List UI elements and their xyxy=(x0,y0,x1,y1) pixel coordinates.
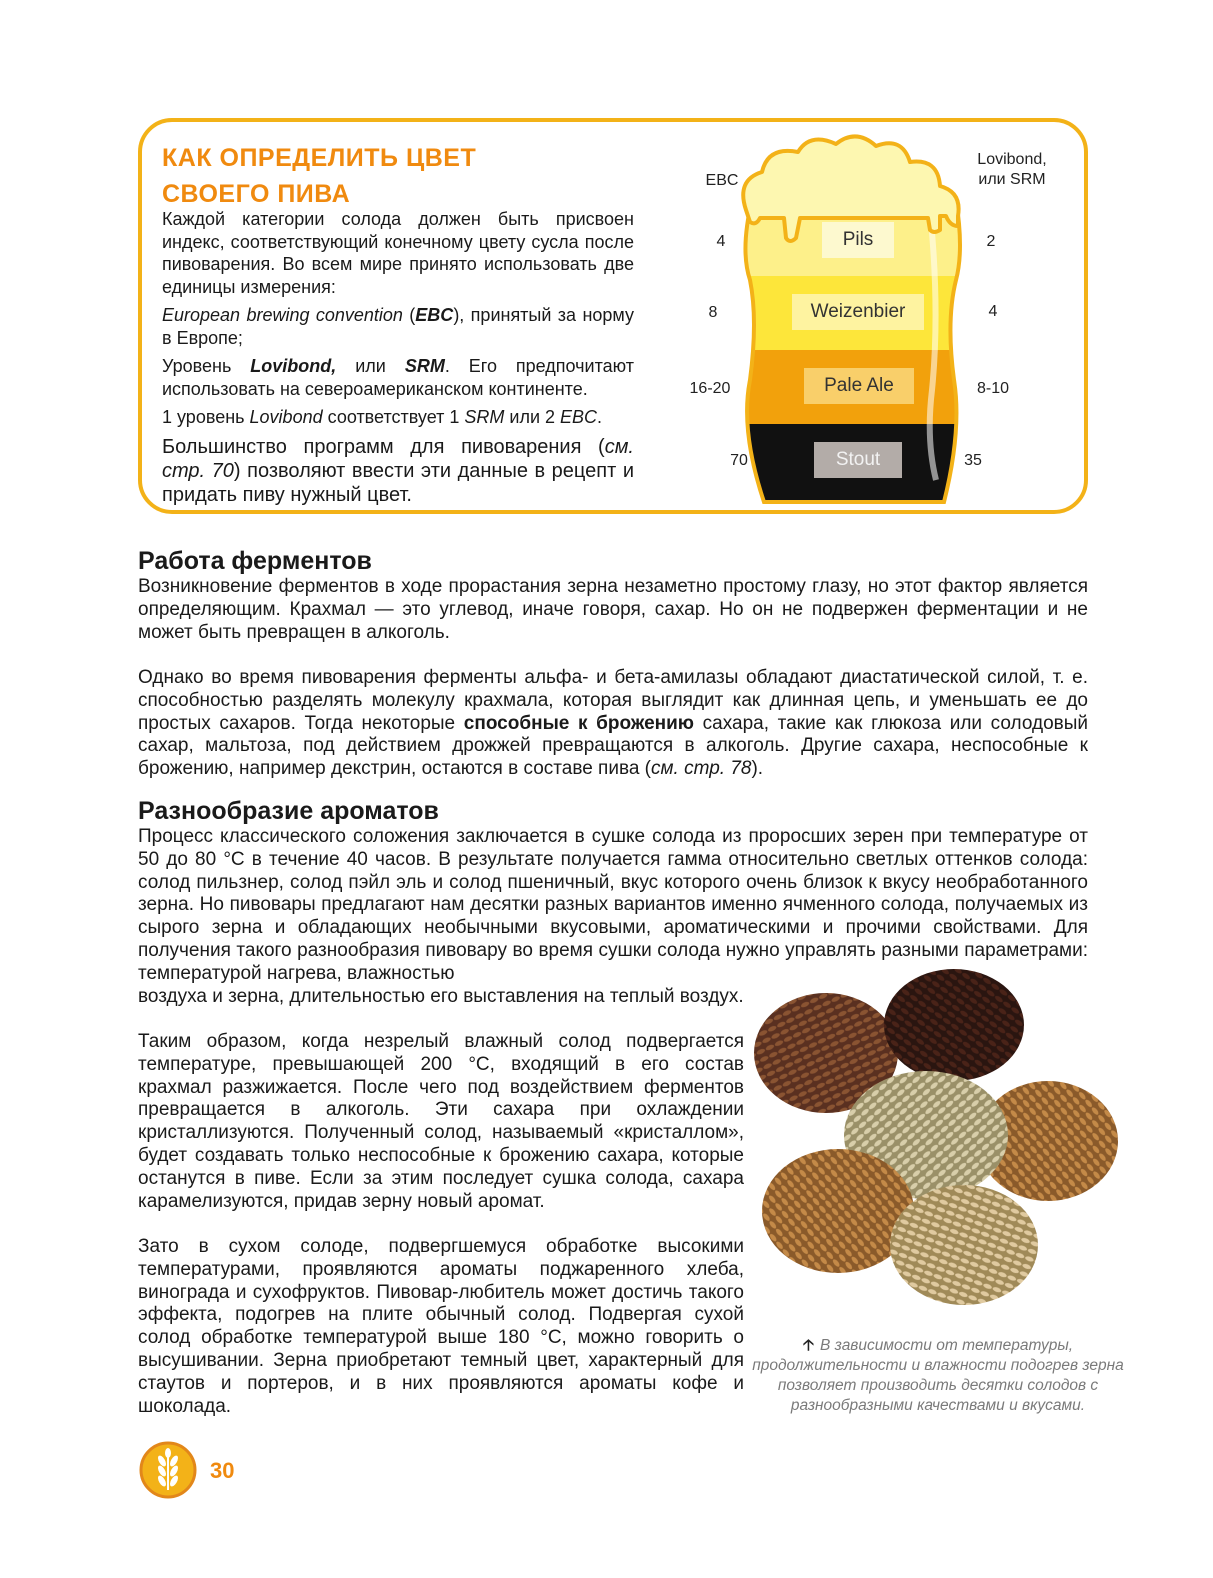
info-box-title-line1: КАК ОПРЕДЕЛИТЬ ЦВЕТ xyxy=(162,144,477,172)
ebc-value-stout: 70 xyxy=(730,452,748,469)
ebc-value-pale-ale: 16-20 xyxy=(689,380,731,397)
info-box-paragraph-software: Большинство программ для пивоварения (см. стр. 70) позволяют ввести эти данные в рецепт и придать пиву нужный цвет. xyxy=(162,435,634,506)
wheat-icon xyxy=(138,1440,198,1500)
section2-paragraph-2: Таким образом, когда незрелый влажный солод подвергается температуре, превышающей 200 °С, входящий в его состав крахмал разжижается. После чего под воздействием ферментов превращается в алкоголь. Эти сахара при охлаждении кристаллизуются. Полученный солод, называемый «кристаллом», будет создавать только неспособные к брожению сахара, которые останутся в пиве. Если за этим последует сушка солода, сахара карамелизуются, придав зерну новый аромат. xyxy=(138,1031,744,1212)
style-label-stout: Stout xyxy=(814,442,902,478)
arrow-up-icon: 🡡 xyxy=(802,1337,815,1354)
info-box-title xyxy=(162,140,476,212)
section-heading-enzymes: Работа ферментов xyxy=(138,547,372,575)
style-label-pils: Pils xyxy=(822,222,894,258)
srm-value-weizenbier: 4 xyxy=(988,303,998,320)
info-box-text xyxy=(162,208,634,513)
page-number: 30 xyxy=(210,1458,235,1483)
section1-paragraph-2: Однако во время пивоварения ферменты альфа- и бета-амилазы обладают диастатической силой, т. е. способностью разделять молекулу крахмала, которая выглядит как длинная цепь, и уменьшать ее до простых сахаров. Тогда некоторые способные к брожению сахара, такие как глюкоза или солодовый сахар, мальтоза, под действием дрожжей превращаются в алкоголь. Другие сахара, неспособные к брожению, например декстрин, остаются в составе пива (см. стр. 78). xyxy=(138,667,1088,780)
srm-header: Lovibond, или SRM xyxy=(977,151,1047,188)
malt-samples-photo xyxy=(748,965,1128,1325)
srm-value-stout: 35 xyxy=(964,452,982,469)
section2-paragraph-1-end: воздуха и зерна, длительностью его выставления на теплый воздух. xyxy=(138,986,744,1007)
srm-value-pale-ale: 8-10 xyxy=(976,380,1010,397)
section-heading-aromas: Разнообразие ароматов xyxy=(138,797,439,825)
malt-pile-light xyxy=(890,1185,1038,1305)
ebc-value-weizenbier: 8 xyxy=(708,304,718,321)
photo-caption: 🡡 В зависимости от температуры, продолжительности и влажности подогрев зерна позволяет производить десятки солодов с разнообразными качествами и вкусами. xyxy=(752,1337,1124,1414)
info-box-paragraph-ebc: European brewing convention (EBC), принятый за норму в Европе; xyxy=(162,305,634,348)
section2-paragraph-3: Зато в сухом солоде, подвергшемуся обработке высокими температурами, проявляются ароматы поджаренного хлеба, винограда и сухофруктов. Пивовар-любитель может достичь такого эффекта, подогрев на плите обычный солод. Подвергая сухой солод обработке температурой выше 180 °С, можно говорить о высушивании. Зерна приобретают темный цвет, характерный для стаутов и портеров, и в них проявляются ароматы кофе и шоколада. xyxy=(138,1236,744,1417)
info-box-paragraph-srm: Уровень Lovibond, или SRM. Его предпочитают использовать на североамериканском континенте. xyxy=(162,356,634,399)
malt-pile-dark xyxy=(884,969,1024,1081)
info-box-paragraph: Каждой категории солода должен быть присвоен индекс, соответствующий конечному цвету сусла после пивоварения. Во всем мире принято использовать две единицы измерения: xyxy=(162,209,634,297)
section2-paragraph-1: Процесс классического соложения заключается в сушке солода из проросших зерен при температуре от 50 до 80 °С в течение 40 часов. В результате получается гамма относительно светлых оттенков солода: солод пильзнер, солод пэйл эль и солод пшеничный, вкус которого очень близок к вкусу необработанного зерна. Но пивовары предлагают нам десятки разных вариантов именно ячменного солода, получаемых из сырого зерна и обладающих необычными вкусовыми, ароматическими и прочими свойствами. Для получения такого разнообразия пивовару во время сушки солода нужно управлять разными параметрами: температурой нагрева, влажностью xyxy=(138,826,1088,984)
style-label-pale-ale: Pale Ale xyxy=(804,368,914,404)
srm-value-pils: 2 xyxy=(986,233,996,250)
ebc-header: EBC xyxy=(705,172,739,189)
info-box-title-line2: СВОЕГО ПИВА xyxy=(162,180,351,208)
info-box-paragraph-conversion: 1 уровень Lovibond соответствует 1 SRM или 2 EBC. xyxy=(162,407,603,427)
ebc-value-pils: 4 xyxy=(716,233,726,250)
section1-paragraph-1: Возникновение ферментов в ходе прорастания зерна незаметно простому глазу, но этот фактор является определяющим. Крахмал — это углевод, иначе говоря, сахар. Но он не подвержен ферментации и не может быть превращен в алкоголь. xyxy=(138,576,1088,643)
style-label-weizenbier: Weizenbier xyxy=(792,294,924,330)
